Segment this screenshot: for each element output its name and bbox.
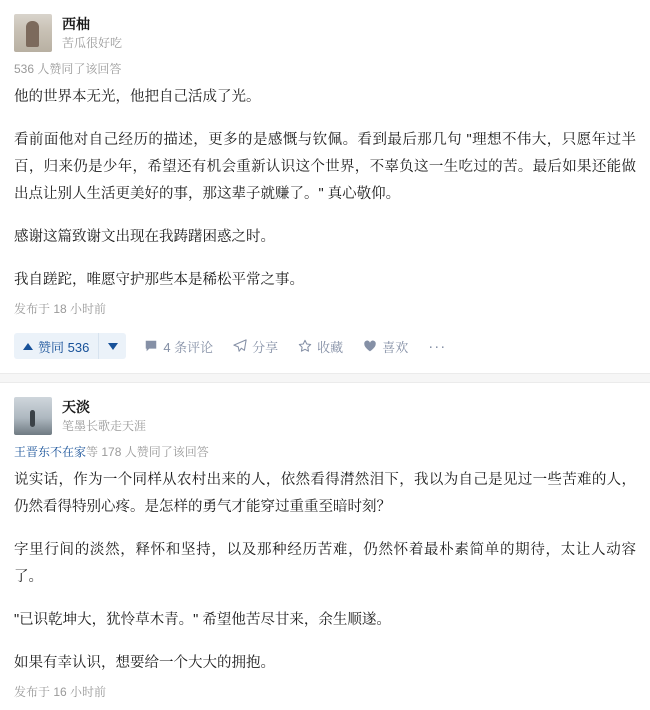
answer-paragraph: 字里行间的淡然，释怀和坚持，以及那种经历苦难，仍然怀着最朴素简单的期待，太让人动容了。 (14, 542, 636, 585)
share-label: 分享 (252, 339, 279, 355)
author-meta (62, 14, 122, 52)
answer-paragraph: 说实话，作为一个同样从农村出来的人，依然看得潸然泪下，我以为自己是见过一些苦难的人，仍然看得特别心疼。是怎样的勇气才能穿过重重至暗时刻？ (14, 472, 636, 515)
voters-rest: 等 178 人赞同了该回答 (86, 445, 209, 459)
author-name[interactable]: 天淡 (62, 399, 90, 415)
answer-paragraph: 如果有幸认识，想要给一个大大的拥抱。 (14, 655, 275, 671)
vote-group (14, 333, 126, 359)
avatar[interactable] (14, 14, 52, 52)
author-row (14, 10, 636, 54)
answer-paragraph: 感谢这篇致谢文出现在我踌躇困惑之时。 (14, 229, 275, 245)
favorite-button[interactable] (298, 337, 343, 356)
triangle-down-icon (108, 343, 118, 350)
publish-time: 发布于 18 小时前 (14, 302, 107, 316)
share-icon (233, 339, 247, 353)
voters-count[interactable] (14, 437, 636, 467)
action-bar (14, 327, 636, 371)
share-button[interactable] (233, 337, 278, 356)
answer-paragraph: 看前面他对自己经历的描述，更多的是感慨与钦佩。看到最后那几句 "理想不伟大，只愿年过半百，归来仍是少年，希望还有机会重新认识这个世界，不辜负这一生吃过的苦。最后如果还能做出点让别人生活更美好的事，那这辈子就赚了。" 真心敬仰。 (14, 132, 636, 202)
comment-label: 4 条评论 (163, 339, 214, 355)
voters-count[interactable]: 536 人赞同了该回答 (14, 62, 122, 76)
answer-paragraph: 他的世界本无光，他把自己活成了光。 (14, 89, 261, 105)
answer-content (14, 84, 636, 294)
answer-paragraph: "已识乾坤大，犹怜草木青。" 希望他苦尽甘来，余生顺遂。 (14, 612, 391, 628)
answer-paragraph: 我自蹉跎，唯愿守护那些本是稀松平常之事。 (14, 272, 304, 288)
publish-time: 发布于 16 小时前 (14, 685, 107, 699)
avatar[interactable] (14, 397, 52, 435)
star-icon (298, 339, 312, 353)
author-bio: 笔墨长歌走天涯 (62, 419, 147, 433)
answer-item (0, 383, 650, 710)
author-meta (62, 397, 146, 435)
author-row (14, 393, 636, 437)
author-bio: 苦瓜很好吃 (62, 36, 123, 50)
like-label: 喜欢 (382, 339, 409, 355)
comment-icon (144, 339, 158, 353)
voter-user-link[interactable]: 王晋东不在家 (14, 445, 87, 459)
heart-icon (363, 339, 377, 353)
favorite-label: 收藏 (317, 339, 344, 355)
downvote-button[interactable] (98, 333, 126, 359)
upvote-button[interactable] (14, 333, 98, 359)
like-button[interactable] (363, 337, 408, 356)
upvote-label: 赞同 536 (38, 339, 90, 355)
comment-button[interactable] (144, 337, 213, 356)
author-name[interactable]: 西柚 (62, 16, 90, 32)
answer-separator (0, 373, 650, 383)
answer-content (14, 467, 636, 677)
more-options-button[interactable]: ··· (428, 337, 447, 355)
triangle-up-icon (23, 343, 33, 350)
